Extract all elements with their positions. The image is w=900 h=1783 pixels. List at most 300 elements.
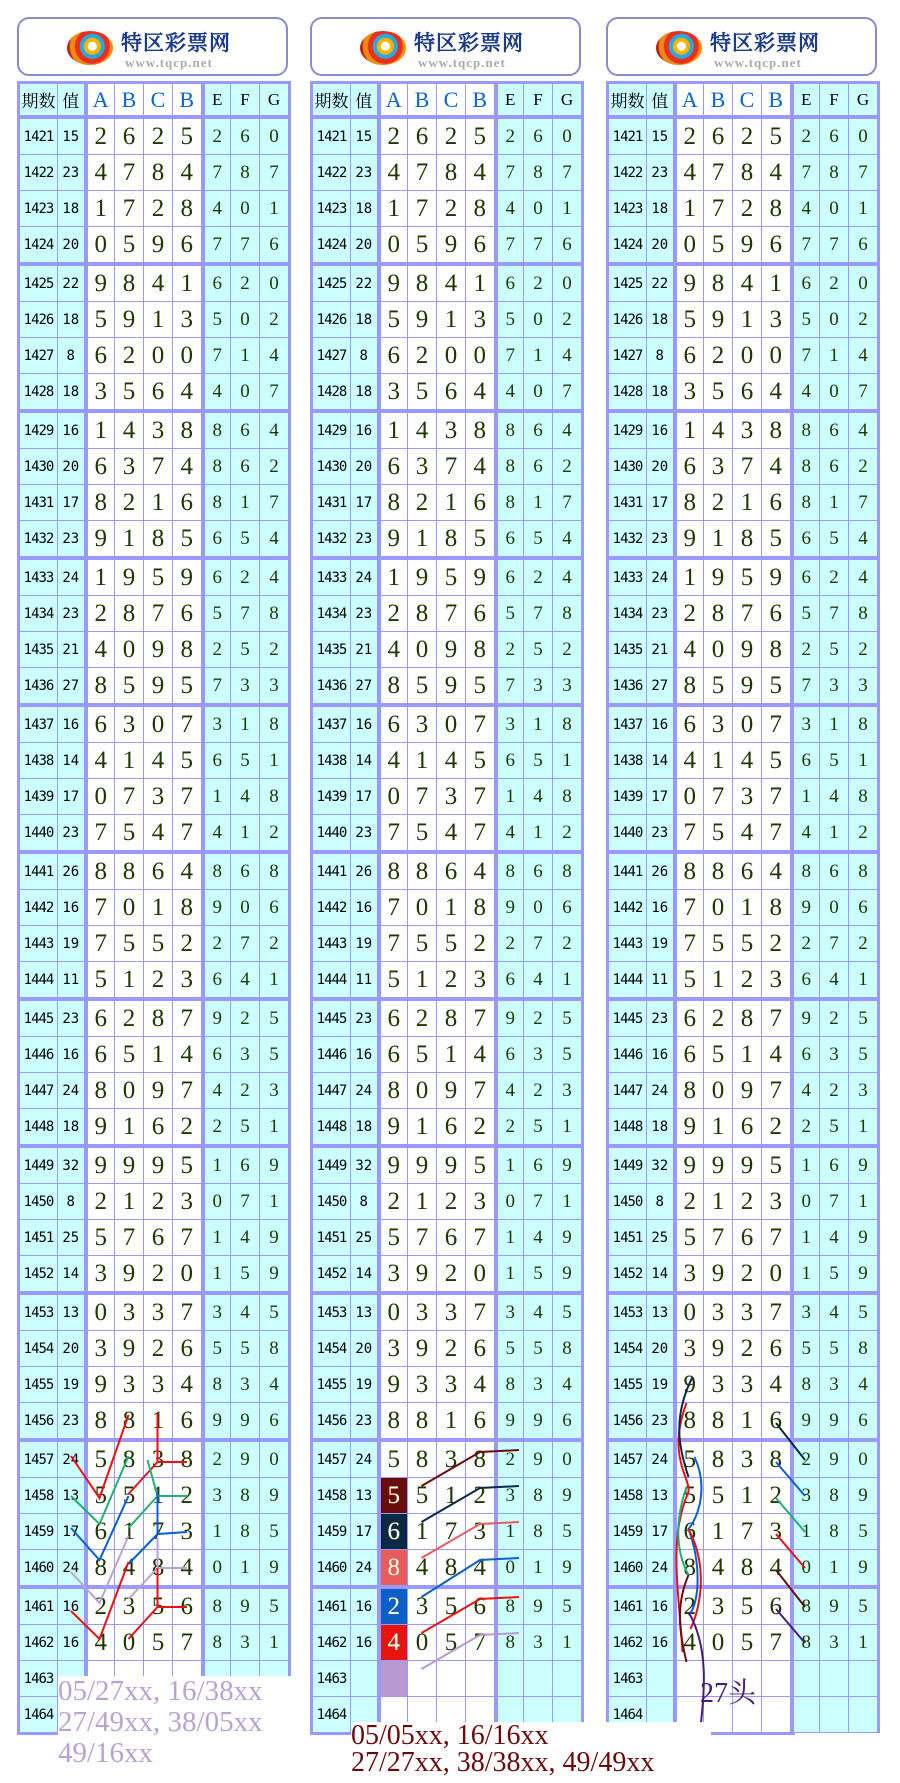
table-row [313, 485, 582, 521]
cell-period: 1464 [609, 1697, 647, 1733]
cell-c: 8 [733, 521, 762, 559]
cell-f: 5 [231, 743, 260, 779]
logo-url: www.tqcp.net [418, 55, 506, 70]
cell-f: 0 [820, 302, 849, 338]
cell-b2: 0 [466, 1256, 496, 1294]
cell-period: 1450 [313, 1184, 351, 1220]
table-row [313, 1146, 582, 1184]
cell-b2: 4 [173, 1550, 203, 1588]
table-row [313, 227, 582, 265]
cell-e: 7 [203, 338, 231, 374]
cell-b: 6 [704, 117, 733, 155]
cell-b2: 8 [466, 890, 496, 926]
cell-e: 8 [203, 852, 231, 890]
cell-b: 8 [115, 852, 144, 890]
cell-value: 23 [351, 521, 379, 559]
cell-period: 1460 [313, 1550, 351, 1588]
cell-a: 3 [379, 1331, 408, 1367]
cell-b2: 4 [173, 1367, 203, 1403]
cell-value: 14 [58, 743, 86, 779]
cell-c: 2 [733, 1256, 762, 1294]
cell-f: 7 [231, 926, 260, 962]
cell-c: 1 [144, 1403, 173, 1441]
cell-b: 4 [704, 1550, 733, 1588]
cell-value: 20 [58, 227, 86, 265]
cell-period: 1426 [20, 302, 58, 338]
cell-g: 7 [260, 374, 289, 412]
cell-c: 7 [437, 596, 466, 632]
table-row [313, 1661, 582, 1697]
cell-c: 1 [733, 1478, 762, 1514]
cell-a: 9 [675, 1109, 704, 1147]
cell-e: 1 [496, 1256, 524, 1294]
cell-period: 1462 [609, 1625, 647, 1661]
cell-f: 6 [231, 1146, 260, 1184]
cell-b: 2 [408, 338, 437, 374]
table-row [313, 632, 582, 668]
cell-f: 6 [231, 852, 260, 890]
cell-period: 1459 [609, 1514, 647, 1550]
cell-g: 2 [553, 926, 582, 962]
cell-period: 1446 [20, 1037, 58, 1073]
cell-e: 4 [496, 815, 524, 853]
cell-b: 5 [408, 1478, 437, 1514]
logo-name: 特区彩票网 [710, 31, 820, 55]
cell-period: 1438 [609, 743, 647, 779]
cell-g: 5 [849, 999, 878, 1037]
cell-value: 17 [351, 779, 379, 815]
cell-value: 23 [647, 596, 675, 632]
cell-a: 9 [86, 1367, 115, 1403]
cell-c: 1 [733, 890, 762, 926]
cell-c: 6 [733, 374, 762, 412]
cell-b: 7 [704, 779, 733, 815]
column-header-value: 值 [647, 84, 675, 118]
cell-f: 6 [820, 449, 849, 485]
cell-value: 23 [647, 155, 675, 191]
table-row [313, 1109, 582, 1147]
cell-c: 9 [437, 227, 466, 265]
cell-a: 6 [379, 449, 408, 485]
cell-a: 7 [86, 815, 115, 853]
table-row [20, 558, 289, 596]
cell-b: 3 [115, 705, 144, 743]
cell-g: 4 [849, 521, 878, 559]
cell-f: 2 [820, 558, 849, 596]
cell-f: 7 [820, 596, 849, 632]
cell-b: 0 [408, 890, 437, 926]
cell-a: 9 [86, 1109, 115, 1147]
cell-f [820, 1697, 849, 1733]
cell-e: 2 [496, 1440, 524, 1478]
cell-e: 7 [496, 338, 524, 374]
cell-e: 3 [203, 1293, 231, 1331]
cell-b2: 2 [762, 1109, 792, 1147]
cell-a: 8 [86, 668, 115, 706]
cell-period: 1422 [313, 155, 351, 191]
cell-a: 1 [675, 558, 704, 596]
cell-b2: 6 [762, 485, 792, 521]
table-row [20, 338, 289, 374]
cell-value: 24 [351, 1440, 379, 1478]
cell-g: 9 [849, 1478, 878, 1514]
cell-period: 1423 [313, 191, 351, 227]
cell-a: 4 [86, 1625, 115, 1661]
table-row [20, 1367, 289, 1403]
column-header-c: C [144, 84, 173, 118]
cell-f: 9 [524, 1403, 553, 1441]
table-row [609, 1587, 878, 1625]
cell-b2: 8 [762, 411, 792, 449]
cell-e: 9 [792, 1403, 820, 1441]
cell-b2: 8 [762, 632, 792, 668]
cell-b2: 6 [466, 596, 496, 632]
cell-b2: 3 [466, 1514, 496, 1550]
cell-e: 5 [792, 1331, 820, 1367]
cell-period: 1422 [20, 155, 58, 191]
cell-e: 9 [496, 999, 524, 1037]
cell-c: 4 [733, 264, 762, 302]
cell-value: 18 [351, 374, 379, 412]
cell-b: 3 [408, 1587, 437, 1625]
table-row [20, 1220, 289, 1256]
cell-g: 1 [260, 1184, 289, 1220]
cell-e: 2 [203, 117, 231, 155]
cell-a: 9 [675, 521, 704, 559]
table-row [313, 1331, 582, 1367]
cell-b: 7 [115, 1220, 144, 1256]
cell-value: 20 [647, 227, 675, 265]
cell-f: 7 [524, 596, 553, 632]
cell-b: 7 [115, 155, 144, 191]
cell-a: 2 [86, 1184, 115, 1220]
cell-f: 9 [231, 1587, 260, 1625]
cell-e: 4 [203, 374, 231, 412]
table-row [609, 1550, 878, 1588]
cell-e: 7 [496, 227, 524, 265]
cell-value: 19 [351, 1367, 379, 1403]
table-row [609, 890, 878, 926]
cell-b2: 6 [762, 227, 792, 265]
cell-e: 8 [203, 411, 231, 449]
cell-e: 3 [203, 1478, 231, 1514]
cell-b2: 3 [466, 962, 496, 1000]
cell-value: 16 [58, 890, 86, 926]
cell-e: 8 [496, 1367, 524, 1403]
table-row [20, 1587, 289, 1625]
cell-a: 6 [675, 1514, 704, 1550]
cell-period: 1430 [20, 449, 58, 485]
cell-period: 1444 [313, 962, 351, 1000]
cell-c: 5 [144, 926, 173, 962]
column-header-f: F [524, 84, 553, 118]
cell-b: 7 [408, 779, 437, 815]
table-row [313, 191, 582, 227]
cell-value: 16 [647, 705, 675, 743]
cell-a: 8 [675, 485, 704, 521]
cell-e: 5 [792, 596, 820, 632]
cell-f: 1 [524, 485, 553, 521]
cell-c: 2 [733, 1184, 762, 1220]
cell-f: 1 [524, 338, 553, 374]
table-row [609, 779, 878, 815]
cell-period: 1455 [20, 1367, 58, 1403]
cell-b2: 8 [173, 632, 203, 668]
cell-b2: 3 [173, 1184, 203, 1220]
cell-e: 1 [792, 1146, 820, 1184]
cell-g: 6 [849, 1403, 878, 1441]
cell-b: 0 [115, 890, 144, 926]
cell-c: 9 [733, 668, 762, 706]
cell-b: 9 [704, 558, 733, 596]
cell-b: 4 [408, 411, 437, 449]
cell-b: 3 [408, 705, 437, 743]
table-row [609, 374, 878, 412]
cell-value: 8 [647, 1184, 675, 1220]
cell-c: 6 [144, 1220, 173, 1256]
cell-period: 1431 [20, 485, 58, 521]
cell-b: 8 [704, 852, 733, 890]
cell-e: 6 [203, 962, 231, 1000]
cell-b2: 7 [762, 779, 792, 815]
cell-b: 7 [704, 1220, 733, 1256]
cell-a: 0 [379, 779, 408, 815]
cell-c: 5 [144, 558, 173, 596]
cell-value: 18 [58, 191, 86, 227]
cell-period: 1458 [20, 1478, 58, 1514]
cell-c: 7 [733, 449, 762, 485]
cell-a: 6 [675, 1037, 704, 1073]
cell-b2: 7 [173, 1073, 203, 1109]
cell-b: 7 [704, 155, 733, 191]
cell-period: 1446 [609, 1037, 647, 1073]
cell-e: 4 [203, 191, 231, 227]
cell-b: 1 [115, 1109, 144, 1147]
cell-value: 24 [647, 1073, 675, 1109]
cell-b2: 6 [762, 1331, 792, 1367]
cell-period: 1424 [609, 227, 647, 265]
cell-f: 7 [820, 926, 849, 962]
cell-a: 8 [379, 1073, 408, 1109]
cell-g: 4 [260, 558, 289, 596]
site-logo-header[interactable] [17, 17, 288, 76]
cell-e: 6 [203, 743, 231, 779]
cell-f: 4 [524, 779, 553, 815]
table-row [313, 521, 582, 559]
cell-period: 1439 [20, 779, 58, 815]
cell-b: 2 [115, 999, 144, 1037]
cell-a: 2 [675, 1184, 704, 1220]
cell-e: 7 [203, 668, 231, 706]
cell-b2: 7 [173, 779, 203, 815]
table-row [609, 999, 878, 1037]
cell-g: 4 [849, 1367, 878, 1403]
cell-value: 21 [58, 632, 86, 668]
column-header-a: A [379, 84, 408, 118]
cell-f: 5 [231, 1256, 260, 1294]
cell-b: 5 [115, 1037, 144, 1073]
cell-e: 1 [792, 1220, 820, 1256]
cell-g: 9 [260, 1478, 289, 1514]
cell-g: 0 [553, 117, 582, 155]
cell-period: 1445 [313, 999, 351, 1037]
cell-value: 11 [647, 962, 675, 1000]
cell-period: 1454 [609, 1331, 647, 1367]
cell-g: 5 [849, 1037, 878, 1073]
cell-g: 0 [553, 264, 582, 302]
table-row [20, 155, 289, 191]
cell-f: 0 [231, 302, 260, 338]
cell-b2: 7 [173, 1293, 203, 1331]
cell-f: 9 [231, 1440, 260, 1478]
cell-b2: 7 [466, 1220, 496, 1256]
cell-b: 5 [704, 815, 733, 853]
cell-c: 0 [144, 705, 173, 743]
cell-b: 0 [408, 1073, 437, 1109]
cell-f: 3 [524, 1037, 553, 1073]
cell-value: 24 [351, 1073, 379, 1109]
cell-b2: 5 [173, 117, 203, 155]
cell-b: 2 [704, 999, 733, 1037]
cell-f: 6 [524, 117, 553, 155]
cell-value: 18 [647, 1109, 675, 1147]
cell-f: 4 [820, 1220, 849, 1256]
cell-value: 16 [647, 1587, 675, 1625]
cell-e: 5 [496, 302, 524, 338]
cell-value: 26 [58, 852, 86, 890]
cell-f: 2 [820, 264, 849, 302]
cell-value: 19 [58, 1367, 86, 1403]
cell-period: 1425 [20, 264, 58, 302]
cell-c: 1 [733, 1037, 762, 1073]
header-row [20, 84, 289, 118]
cell-a: 1 [86, 558, 115, 596]
cell-period: 1445 [609, 999, 647, 1037]
cell-value: 17 [647, 485, 675, 521]
cell-a: 6 [675, 449, 704, 485]
cell-value: 23 [351, 596, 379, 632]
cell-b2: 6 [466, 1587, 496, 1625]
cell-b2: 9 [466, 558, 496, 596]
cell-g: 4 [260, 338, 289, 374]
cell-a: 5 [675, 302, 704, 338]
cell-f: 3 [820, 1037, 849, 1073]
table-row [313, 1478, 582, 1514]
cell-b2: 6 [173, 596, 203, 632]
cell-c: 2 [437, 117, 466, 155]
cell-g: 2 [260, 815, 289, 853]
cell-a: 4 [379, 632, 408, 668]
lottery-panel-2 [312, 0, 587, 1774]
cell-e: 2 [792, 117, 820, 155]
cell-b: 9 [704, 1331, 733, 1367]
cell-b: 8 [115, 596, 144, 632]
table-row [609, 1331, 878, 1367]
cell-b2: 4 [466, 1550, 496, 1588]
cell-f: 8 [524, 1478, 553, 1514]
cell-period: 1426 [609, 302, 647, 338]
cell-b: 9 [408, 1331, 437, 1367]
cell-b: 1 [704, 743, 733, 779]
table-row [609, 1037, 878, 1073]
cell-a: 9 [86, 264, 115, 302]
cell-period: 1429 [313, 411, 351, 449]
cell-b2: 6 [762, 596, 792, 632]
cell-e: 6 [792, 743, 820, 779]
cell-g: 7 [849, 155, 878, 191]
cell-c: 1 [733, 1403, 762, 1441]
cell-f: 2 [524, 999, 553, 1037]
cell-value: 18 [58, 302, 86, 338]
site-logo-header[interactable] [606, 17, 877, 76]
cell-b: 2 [408, 485, 437, 521]
cell-b: 8 [704, 1440, 733, 1478]
cell-period: 1443 [609, 926, 647, 962]
cell-value: 24 [647, 1440, 675, 1478]
cell-e: 8 [792, 1367, 820, 1403]
cell-b: 2 [408, 999, 437, 1037]
cell-a: 1 [86, 191, 115, 227]
cell-period: 1425 [313, 264, 351, 302]
cell-b2: 8 [466, 411, 496, 449]
cell-c: 8 [437, 1550, 466, 1588]
cell-g: 7 [553, 374, 582, 412]
cell-c: 5 [144, 1625, 173, 1661]
cell-b2: 2 [466, 1109, 496, 1147]
cell-b: 1 [408, 521, 437, 559]
cell-e: 6 [792, 962, 820, 1000]
cell-c: 6 [733, 1109, 762, 1147]
cell-period: 1440 [20, 815, 58, 853]
cell-b2: 4 [762, 374, 792, 412]
cell-e: 8 [203, 449, 231, 485]
cell-period: 1449 [609, 1146, 647, 1184]
cell-f: 2 [820, 999, 849, 1037]
cell-g: 4 [553, 338, 582, 374]
site-logo-header[interactable] [310, 17, 581, 76]
cell-e: 3 [792, 705, 820, 743]
cell-b: 9 [115, 558, 144, 596]
cell-g: 2 [849, 302, 878, 338]
cell-e: 6 [203, 558, 231, 596]
cell-e: 8 [792, 449, 820, 485]
cell-a: 2 [675, 117, 704, 155]
cell-a: 8 [675, 1403, 704, 1441]
cell-value: 16 [647, 890, 675, 926]
cell-b: 1 [704, 1514, 733, 1550]
table-row [313, 1514, 582, 1550]
cell-g: 8 [849, 779, 878, 815]
cell-e: 6 [496, 962, 524, 1000]
table-row [609, 1440, 878, 1478]
cell-c: 9 [437, 1073, 466, 1109]
cell-period: 1461 [313, 1587, 351, 1625]
cell-period: 1453 [609, 1293, 647, 1331]
cell-b2: 5 [762, 117, 792, 155]
cell-period: 1456 [609, 1403, 647, 1441]
cell-f: 8 [524, 155, 553, 191]
cell-period: 1454 [313, 1331, 351, 1367]
column-header-b: B [115, 84, 144, 118]
cell-b2: 7 [762, 999, 792, 1037]
cell-period: 1464 [20, 1697, 58, 1733]
cell-c: 2 [144, 1256, 173, 1294]
cell-b: 5 [704, 227, 733, 265]
cell-e: 6 [496, 521, 524, 559]
table-row [313, 155, 582, 191]
cell-c: 8 [437, 521, 466, 559]
cell-g: 1 [553, 1184, 582, 1220]
